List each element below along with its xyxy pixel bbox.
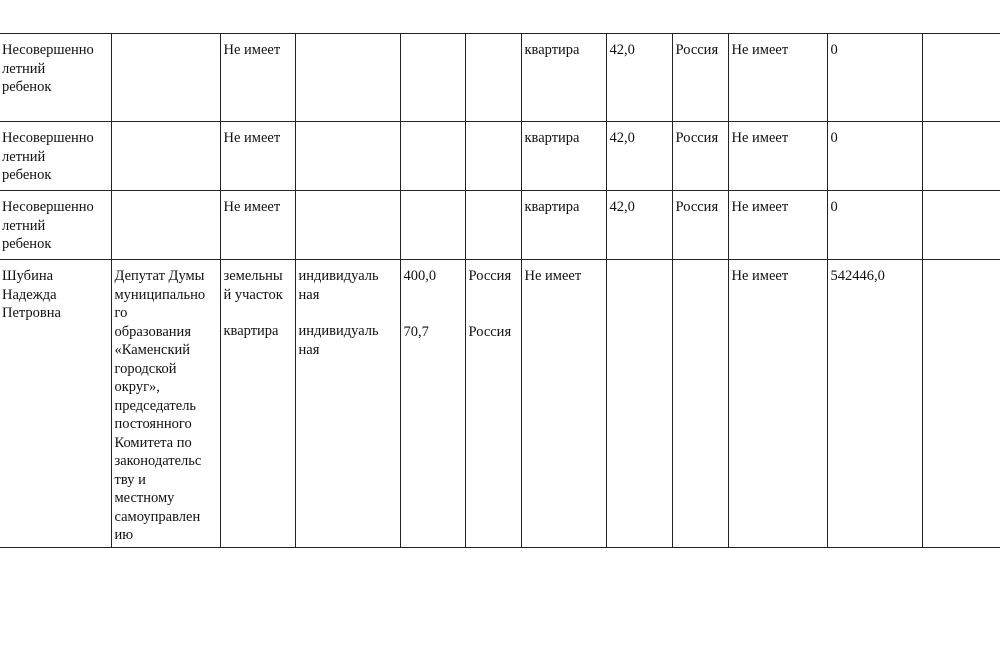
- used-area-cell: 42,0: [606, 191, 672, 260]
- owned-type-cell: [220, 191, 295, 260]
- income-cell: 0: [827, 34, 922, 122]
- owned-country-cell: [465, 122, 521, 191]
- table-row: [0, 34, 1000, 122]
- position-cell: Депутат Думы муниципально го образования «Каменский городской округ», председатель постоянного Комитета по законодательс тву и местному самоуправлен ию: [111, 260, 220, 548]
- name-cell: Шубина Надежда Петровна: [0, 260, 111, 548]
- owned-area-cell: [400, 191, 465, 260]
- extra-cell: [922, 122, 1000, 191]
- owned-ownership-cell: [295, 34, 400, 122]
- owned-area-cell: [400, 34, 465, 122]
- vehicles-cell: Не имеет: [728, 122, 827, 191]
- used-country-cell: Россия: [672, 34, 728, 122]
- owned-type-cell: [220, 122, 295, 191]
- owned-country-item: Россия: [468, 268, 512, 284]
- owned-type-item: Не имеет: [223, 199, 281, 215]
- owned-type-cell: [220, 34, 295, 122]
- owned-ownership-cell: [295, 122, 400, 191]
- used-area-cell: 42,0: [606, 122, 672, 191]
- owned-area-cell: [400, 122, 465, 191]
- table-row: [0, 122, 1000, 191]
- used-country-cell: Россия: [672, 191, 728, 260]
- used-type-cell: квартира: [521, 122, 606, 191]
- extra-cell: [922, 191, 1000, 260]
- used-type-cell: квартира: [521, 191, 606, 260]
- extra-cell: [922, 34, 1000, 122]
- owned-type-cell: [220, 260, 295, 548]
- name-cell: Несовершенно летний ребенок: [0, 122, 111, 191]
- owned-country-cell: [465, 191, 521, 260]
- used-type-cell: Не имеет: [521, 260, 606, 548]
- owned-country-cell: [465, 260, 521, 548]
- used-type-cell: квартира: [521, 34, 606, 122]
- income-cell: 542446,0: [827, 260, 922, 548]
- owned-type-item: Не имеет: [223, 42, 281, 58]
- table-row: [0, 260, 1000, 548]
- owned-country-cell: [465, 34, 521, 122]
- owned-ownership-cell: [295, 191, 400, 260]
- vehicles-cell: Не имеет: [728, 191, 827, 260]
- owned-area-item: 70,7: [403, 323, 429, 340]
- table-row: [0, 191, 1000, 260]
- declaration-table: [0, 33, 1000, 548]
- owned-type-item: квартира: [223, 323, 279, 339]
- name-cell: Несовершенно летний ребенок: [0, 191, 111, 260]
- vehicles-cell: Не имеет: [728, 34, 827, 122]
- owned-ownership-cell: [295, 260, 400, 548]
- used-country-cell: [672, 260, 728, 548]
- name-cell: Несовершенно летний ребенок: [0, 34, 111, 122]
- used-area-cell: [606, 260, 672, 548]
- extra-cell: [922, 260, 1000, 548]
- position-cell: [111, 191, 220, 260]
- position-cell: [111, 122, 220, 191]
- owned-area-cell: [400, 260, 465, 548]
- owned-area-item: 400,0: [403, 268, 437, 284]
- income-cell: 0: [827, 122, 922, 191]
- owned-type-item: земельны й участок: [223, 268, 283, 303]
- used-country-cell: Россия: [672, 122, 728, 191]
- owned-country-item: Россия: [468, 323, 512, 340]
- position-cell: [111, 34, 220, 122]
- owned-type-item: Не имеет: [223, 130, 281, 146]
- used-area-cell: 42,0: [606, 34, 672, 122]
- vehicles-cell: Не имеет: [728, 260, 827, 548]
- owned-ownership-item: индивидуаль ная: [298, 268, 379, 303]
- income-cell: 0: [827, 191, 922, 260]
- owned-ownership-item: индивидуаль ная: [298, 323, 379, 358]
